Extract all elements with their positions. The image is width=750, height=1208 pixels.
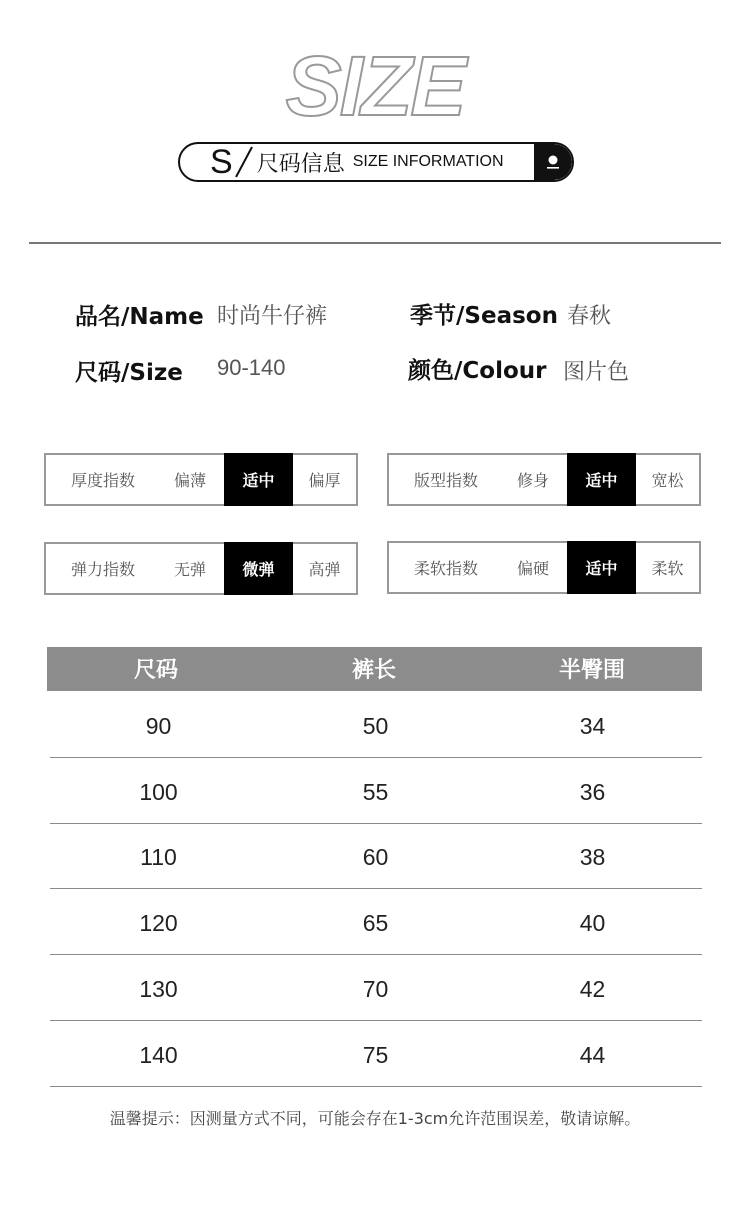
size-value: 90-140 — [217, 355, 286, 380]
column-header: 裤长 — [351, 658, 396, 683]
table-row — [50, 691, 702, 758]
banner-title-cn: 尺码信息 — [256, 151, 345, 177]
table-row — [50, 954, 702, 1021]
meter-name: 厚度指数 — [70, 471, 135, 490]
meter-selected: 适中 — [567, 541, 636, 594]
table-row — [50, 888, 702, 955]
meter-high: 柔软 — [651, 559, 684, 578]
table-cell: 100 — [139, 779, 178, 805]
meter-name: 版型指数 — [413, 471, 478, 490]
elasticity-meter — [44, 542, 358, 595]
table-cell: 40 — [579, 910, 606, 936]
meter-selected: 微弹 — [224, 542, 293, 595]
table-row — [50, 822, 702, 889]
table-cell: 44 — [579, 1042, 606, 1068]
fit-meter — [387, 453, 701, 506]
meter-high: 偏厚 — [308, 471, 341, 490]
table-cell: 70 — [362, 976, 389, 1002]
name-label: 品名/Name — [75, 304, 204, 330]
size-table-header — [47, 647, 702, 691]
table-cell: 50 — [362, 713, 389, 739]
banner-letter: S — [210, 142, 233, 181]
table-cell: 55 — [362, 779, 389, 805]
table-row — [50, 757, 702, 824]
thickness-meter — [44, 453, 358, 506]
meter-high: 高弹 — [308, 560, 341, 579]
meter-low: 偏薄 — [173, 471, 206, 490]
meter-high: 宽松 — [651, 471, 684, 490]
table-cell: 34 — [579, 713, 606, 739]
banner-title-en: SIZE INFORMATION — [352, 153, 504, 170]
pin-icon — [534, 144, 572, 180]
name-value: 时尚牛仔裤 — [217, 304, 328, 329]
meter-low: 无弹 — [173, 560, 206, 579]
size-title: SIZE — [285, 39, 465, 133]
banner-slash — [235, 147, 253, 178]
colour-value: 图片色 — [563, 360, 630, 385]
column-header: 尺码 — [133, 658, 178, 683]
meter-low: 修身 — [516, 471, 549, 490]
divider — [29, 242, 721, 244]
table-cell: 38 — [579, 844, 606, 870]
measurement-note: 温馨提示：因测量方式不同，可能会存在1-3cm允许范围误差，敬请谅解。 — [109, 1109, 641, 1128]
meter-selected: 适中 — [224, 453, 293, 506]
table-cell: 90 — [145, 713, 172, 739]
size-info-banner — [178, 142, 574, 182]
meter-selected: 适中 — [567, 453, 636, 506]
season-value: 春秋 — [567, 304, 612, 329]
table-row — [50, 1020, 702, 1087]
table-cell: 110 — [140, 844, 177, 870]
table-cell: 65 — [362, 910, 389, 936]
table-cell: 36 — [579, 779, 606, 805]
column-header: 半臀围 — [558, 658, 625, 683]
table-cell: 140 — [139, 1042, 178, 1068]
table-cell: 130 — [139, 976, 178, 1002]
table-cell: 42 — [579, 976, 606, 1002]
softness-meter — [387, 541, 701, 594]
size-label: 尺码/Size — [75, 360, 183, 386]
meter-name: 柔软指数 — [413, 559, 478, 578]
table-cell: 120 — [139, 910, 178, 936]
meter-low: 偏硬 — [516, 559, 549, 578]
season-label: 季节/Season — [410, 303, 558, 329]
table-cell: 60 — [362, 844, 389, 870]
meter-name: 弹力指数 — [70, 560, 135, 579]
colour-label: 颜色/Colour — [408, 358, 547, 384]
table-cell: 75 — [362, 1042, 389, 1068]
